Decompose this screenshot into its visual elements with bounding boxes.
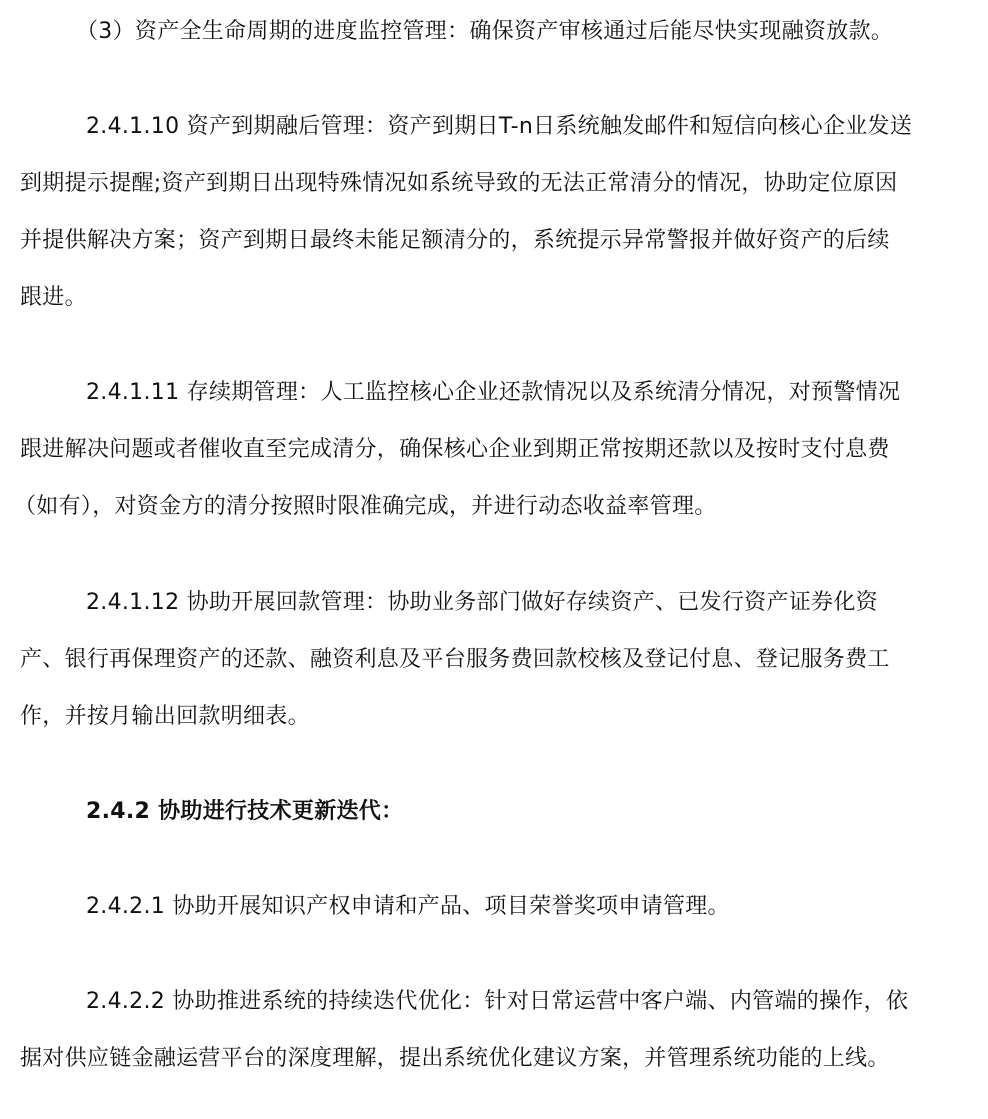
paragraph-2-4-1-10-line: 2.4.1.10 资产到期融后管理：资产到期日T-n日系统触发邮件和短信向核心企业发送 — [86, 114, 913, 139]
paragraph-2-4-2-1-line: 2.4.2.1 协助开展知识产权申请和产品、项目荣誉奖项申请管理。 — [86, 894, 730, 919]
paragraph-2-4-1-10-line: 到期提示提醒;资产到期日出现特殊情况如系统导致的无法正常清分的情况，协助定位原因 — [20, 171, 898, 196]
paragraph-2-4-1-11-line: （如有），对资金方的清分按照时限准确完成，并进行动态收益率管理。 — [14, 494, 717, 519]
paragraph-2-4-1-11-line: 跟进解决问题或者催收直至完成清分，确保核心企业到期正常按期还款以及按时支付息费 — [20, 437, 890, 462]
paragraph-2-4-1-11-line: 2.4.1.11 存续期管理：人工监控核心企业还款情况以及系统清分情况，对预警情况 — [86, 380, 901, 405]
paragraph-2-4-1-12-line: 产、银行再保理资产的还款、融资利息及平台服务费回款校核及登记付息、登记服务费工 — [20, 647, 890, 672]
paragraph-2-4-1-12-line: 作，并按月输出回款明细表。 — [20, 704, 310, 729]
section-heading-2-4-2: 2.4.2 协助进行技术更新迭代： — [86, 799, 404, 824]
paragraph-3-line: （3）资产全生命周期的进度监控管理：确保资产审核通过后能尽快实现融资放款。 — [76, 19, 894, 44]
paragraph-2-4-1-10-line: 跟进。 — [20, 285, 87, 310]
paragraph-2-4-1-10-line: 并提供解决方案；资产到期日最终未能足额清分的，系统提示异常警报并做好资产的后续 — [20, 228, 890, 253]
paragraph-2-4-1-12-line: 2.4.1.12 协助开展回款管理：协助业务部门做好存续资产、已发行资产证券化资 — [86, 590, 878, 615]
paragraph-2-4-2-2-line: 2.4.2.2 协助推进系统的持续迭代优化：针对日常运营中客户端、内管端的操作，依 — [86, 989, 909, 1014]
paragraph-2-4-2-2-line: 据对供应链金融运营平台的深度理解，提出系统优化建议方案，并管理系统功能的上线。 — [20, 1046, 890, 1071]
